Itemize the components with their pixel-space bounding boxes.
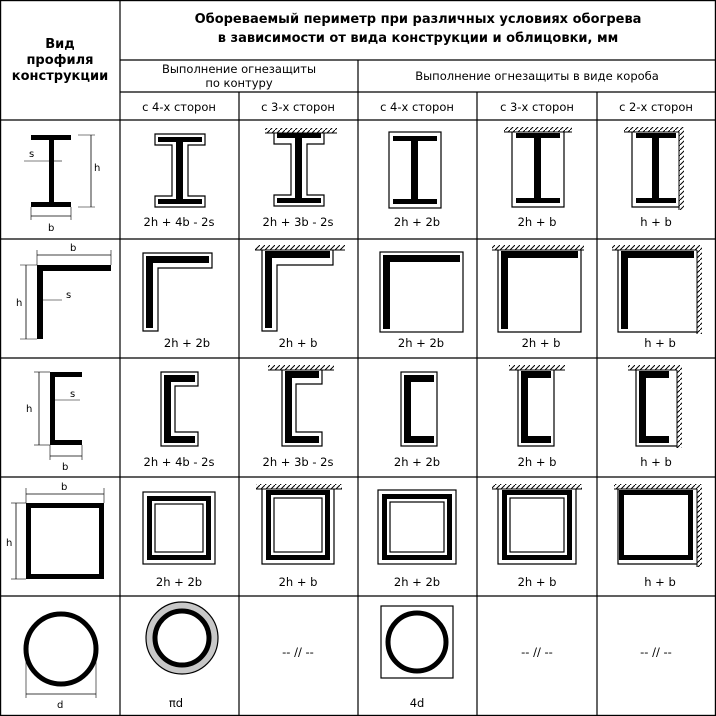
angle-contour-4-sides-icon xyxy=(143,253,212,331)
group-contour-line1: Выполнение огнезащиты xyxy=(161,62,317,76)
round-tube-profile-icon xyxy=(26,614,96,698)
square-tube-box-3-sides-icon xyxy=(492,484,582,564)
dim-label-h: h xyxy=(26,404,33,415)
cell-3-3: 2h + 2b xyxy=(393,455,441,469)
round-tube-contour-4-sides-icon xyxy=(146,602,218,674)
cell-5-3: 4d xyxy=(409,696,425,710)
side-header-3: с 4-х сторон xyxy=(380,100,454,114)
i-beam-box-3-sides-icon xyxy=(504,127,572,207)
cell-3-1: 2h + 4b - 2s xyxy=(143,455,215,469)
cell-2-1: 2h + 2b xyxy=(163,336,211,350)
cell-1-3: 2h + 2b xyxy=(393,215,441,229)
group-box-header: Выполнение огнезащиты в виде короба xyxy=(415,69,659,83)
round-tube-box-4-sides-icon xyxy=(381,606,453,678)
cell-5-2: -- // -- xyxy=(282,645,314,659)
group-contour-line2: по контуру xyxy=(205,76,273,90)
cell-3-5: h + b xyxy=(640,455,672,469)
dim-label-h: h xyxy=(6,538,13,549)
channel-contour-3-sides-icon xyxy=(268,365,334,446)
dim-label-b: b xyxy=(70,243,77,254)
cell-3-2: 2h + 3b - 2s xyxy=(262,455,334,469)
i-beam-contour-4-sides-icon xyxy=(155,134,205,207)
side-header-4: с 3-х сторон xyxy=(500,100,574,114)
dim-label-s: s xyxy=(70,389,76,400)
i-beam-profile-icon xyxy=(24,135,95,220)
side-header-2: с 3-х сторон xyxy=(261,100,335,114)
cell-1-5: h + b xyxy=(640,215,672,229)
dim-label-d: d xyxy=(57,700,64,711)
dim-label-s: s xyxy=(66,290,72,301)
square-tube-box-2-sides-icon xyxy=(614,484,702,567)
cell-1-4: 2h + b xyxy=(517,215,557,229)
side-header-1: с 4-х сторон xyxy=(142,100,216,114)
profile-col-header-line3: конструкции xyxy=(11,69,109,84)
square-tube-contour-4-sides-icon xyxy=(143,492,215,564)
angle-box-4-sides-icon xyxy=(380,252,463,332)
cell-1-1: 2h + 4b - 2s xyxy=(143,215,215,229)
cell-4-1: 2h + 2b xyxy=(155,575,203,589)
cell-5-1: πd xyxy=(168,696,184,710)
angle-box-3-sides-icon xyxy=(492,245,584,332)
dim-label-b: b xyxy=(48,223,55,234)
cell-1-2: 2h + 3b - 2s xyxy=(262,215,334,229)
cell-4-4: 2h + b xyxy=(517,575,557,589)
dim-label-s: s xyxy=(29,149,35,160)
side-header-5: с 2-х сторон xyxy=(619,100,693,114)
cell-5-4: -- // -- xyxy=(521,645,553,659)
cell-2-4: 2h + b xyxy=(521,336,561,350)
profile-col-header-line2: профиля xyxy=(26,53,94,68)
square-tube-box-4-sides-icon xyxy=(378,490,456,564)
angle-box-2-sides-icon xyxy=(612,245,702,334)
square-tube-contour-3-sides-icon xyxy=(256,484,342,564)
table-title-line1: Обореваемый периметр при различных условиях обогрева xyxy=(194,12,642,27)
cell-4-3: 2h + 2b xyxy=(393,575,441,589)
i-beam-box-2-sides-icon xyxy=(624,127,684,210)
channel-box-4-sides-icon xyxy=(401,372,437,446)
dim-label-h: h xyxy=(16,298,23,309)
dim-label-b: b xyxy=(62,462,69,473)
i-beam-box-4-sides-icon xyxy=(389,132,441,208)
channel-box-2-sides-icon xyxy=(628,365,682,448)
square-tube-profile-icon xyxy=(11,488,104,579)
profile-col-header-line1: Вид xyxy=(45,37,75,52)
cell-3-4: 2h + b xyxy=(517,455,557,469)
cell-5-5: -- // -- xyxy=(640,645,672,659)
channel-box-3-sides-icon xyxy=(509,365,565,446)
cell-2-3: 2h + 2b xyxy=(397,336,445,350)
cell-2-5: h + b xyxy=(644,336,676,350)
cell-4-5: h + b xyxy=(644,575,676,589)
channel-contour-4-sides-icon xyxy=(161,372,198,446)
dim-label-h: h xyxy=(94,163,101,174)
angle-contour-3-sides-icon xyxy=(255,245,345,331)
cell-2-2: 2h + b xyxy=(278,336,318,350)
dim-label-b: b xyxy=(61,482,68,493)
table-title-line2: в зависимости от вида конструкции и облицовки, мм xyxy=(217,31,619,46)
cell-4-2: 2h + b xyxy=(278,575,318,589)
channel-profile-icon xyxy=(34,372,82,460)
i-beam-contour-3-sides-icon xyxy=(265,128,337,206)
